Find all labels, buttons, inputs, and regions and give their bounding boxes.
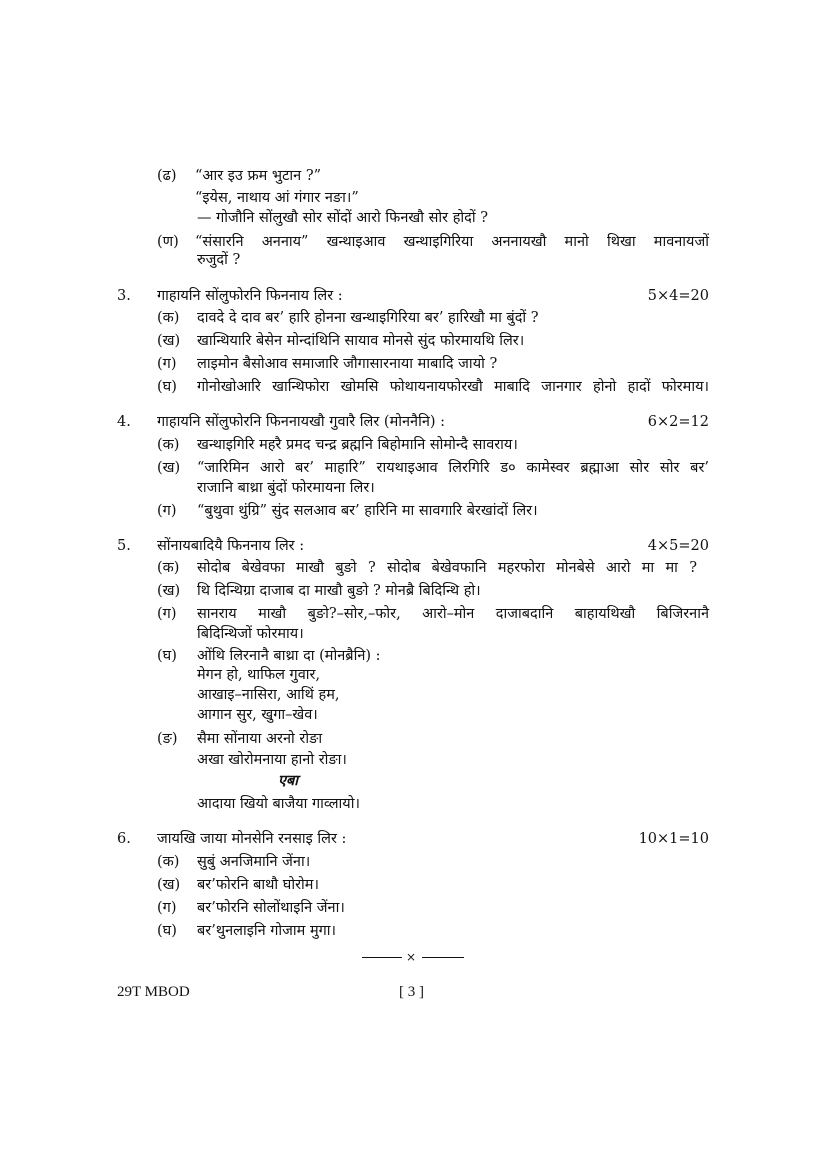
poem-line: आदाया खियो बाजैया गाव्लायो। [197, 796, 360, 812]
item-text: राजानि बाथ्रा बुंदों फोरमायना लिर। [197, 480, 375, 496]
item-text: गोनोखोआरि खान्थिफोरा खोमसि फोथायनायफोरखौ माबादि जानगार होनो हादों फोरमाय। [197, 379, 709, 395]
item-text: “संसारनि अननाय” खन्थाइआव खन्थाइगिरिया अननायखौ मानो थिखा मावनायजों [195, 234, 709, 250]
poem-line: आखाइ–नासिरा, आथिं हम, [197, 687, 340, 703]
item-text: दावदे दे दाव बर’ हारि होनना खन्थाइगिरिया बर’ हारिखौ मा बुंदों ? [197, 310, 539, 326]
item-text: बर’थुनलाइनि गोजाम मुगा। [197, 923, 337, 939]
item-text: “जारिमिन आरो बर’ माहारि” रायथाइआव लिरगिरि ड० कामेस्वर ब्रह्माआ सोर सोर बर’ [197, 460, 709, 476]
item-text: बर’फोरनि सोलोंथाइनि जेंना। [197, 900, 345, 916]
item-text: “आर इउ फ्रम भुटान ?” [195, 168, 322, 184]
or-label: एबा [278, 772, 299, 789]
item-label: (ग) [157, 900, 177, 916]
item-label: (ख) [157, 460, 181, 476]
marks: 6×2=12 [647, 414, 709, 430]
marks: 4×5=20 [647, 538, 709, 554]
item-text: सोदोब बेखेवफा माखौ बुङो ? सोदोब बेखेवफानि महरफोरा मोनबेसे आरो मा मा ? [197, 560, 697, 576]
marks: 5×4=20 [647, 288, 709, 304]
item-text: — गोजौनि सोंलुखौ सोर सोंदों आरो फिनखौ सोर होदों ? [197, 210, 488, 226]
item-text: सुबुं अनजिमानि जेंना। [197, 854, 311, 870]
marks: 10×1=10 [638, 831, 709, 847]
question-number: 5. [117, 538, 131, 554]
item-label: (क) [157, 310, 180, 326]
end-rule-right [422, 957, 464, 958]
page-number: [ 3 ] [399, 984, 424, 1000]
question-heading: जायखि जाया मोनसेनि रनसाइ लिर : [157, 831, 347, 847]
item-label: (ख) [157, 877, 181, 893]
item-label: (घ) [157, 923, 177, 939]
poem-line: आगान सुर, खुगा–खेव। [197, 707, 318, 723]
paper-code: 29T MBOD [117, 984, 190, 1000]
item-label: (घ) [157, 648, 177, 664]
poem-line: अखा खोरोमनाया हानो रोङा। [197, 752, 347, 768]
item-text: “इयेस, नाथाय आं गंगार नङा।” [195, 190, 359, 206]
end-rule-left [362, 957, 402, 958]
item-label: (क) [157, 437, 180, 453]
item-heading: ओंथि लिरनानै बाथ्रा दा (मोनब्रैनि) : [197, 648, 381, 664]
poem-line: सैमा सोंनाया अरनो रोङा [197, 731, 323, 747]
item-text: खान्थियारि बेसेन मोन्दांथिनि सायाव मोनसे सुंद फोरमायथि लिर। [197, 333, 525, 349]
item-text: थि दिन्थिग्रा दाजाब दा माखौ बुङो ? मोनब्रै बिदिन्थि हो। [197, 583, 481, 599]
item-label: (ग) [157, 356, 177, 372]
item-label: (ढ) [157, 168, 177, 184]
item-label: (घ) [157, 379, 177, 395]
question-number: 6. [117, 831, 131, 847]
item-text: बिदिन्थिजों फोरमाय। [197, 626, 304, 642]
item-label: (ख) [157, 333, 181, 349]
item-label: (ग) [157, 606, 177, 622]
item-text: रुजुदों ? [197, 252, 241, 268]
item-text: लाइमोन बैसोआव समाजारि जौगासारनाया माबादि जायो ? [197, 356, 498, 372]
item-text: खन्थाइगिरि महरै प्रमद चन्द्र ब्रह्मनि बिहोमानि सोमोन्दै सावराय। [197, 437, 518, 453]
question-heading: गाहायनि सोंलुफोरनि फिननायखौ गुवारै लिर (मोननैनि) : [157, 414, 446, 430]
poem-line: मेगन हो, थाफिल गुवार, [197, 667, 321, 683]
item-label: (ङ) [157, 731, 178, 747]
item-text: बर’फोरनि बाथौ घोरोम। [197, 877, 319, 893]
item-label: (ग) [157, 503, 177, 519]
item-label: (ख) [157, 583, 181, 599]
item-label: (क) [157, 560, 180, 576]
question-heading: गाहायनि सोंलुफोरनि फिननाय लिर : [157, 288, 343, 304]
item-text: सानराय माखौ बुङो?–सोर,–फोर, आरो–मोन दाजाबदानि बाहायथिखौ बिजिरनानै [197, 606, 709, 622]
end-mark: × [406, 950, 417, 964]
question-number: 3. [117, 288, 131, 304]
item-label: (क) [157, 854, 180, 870]
question-heading: सोंनायबादियै फिननाय लिर : [157, 538, 305, 554]
question-number: 4. [117, 414, 131, 430]
item-label: (ण) [157, 234, 179, 250]
item-text: “बुथुवा थुंग्रि” सुंद सलआव बर’ हारिनि मा सावगारि बेरखांदों लिर। [197, 503, 538, 519]
